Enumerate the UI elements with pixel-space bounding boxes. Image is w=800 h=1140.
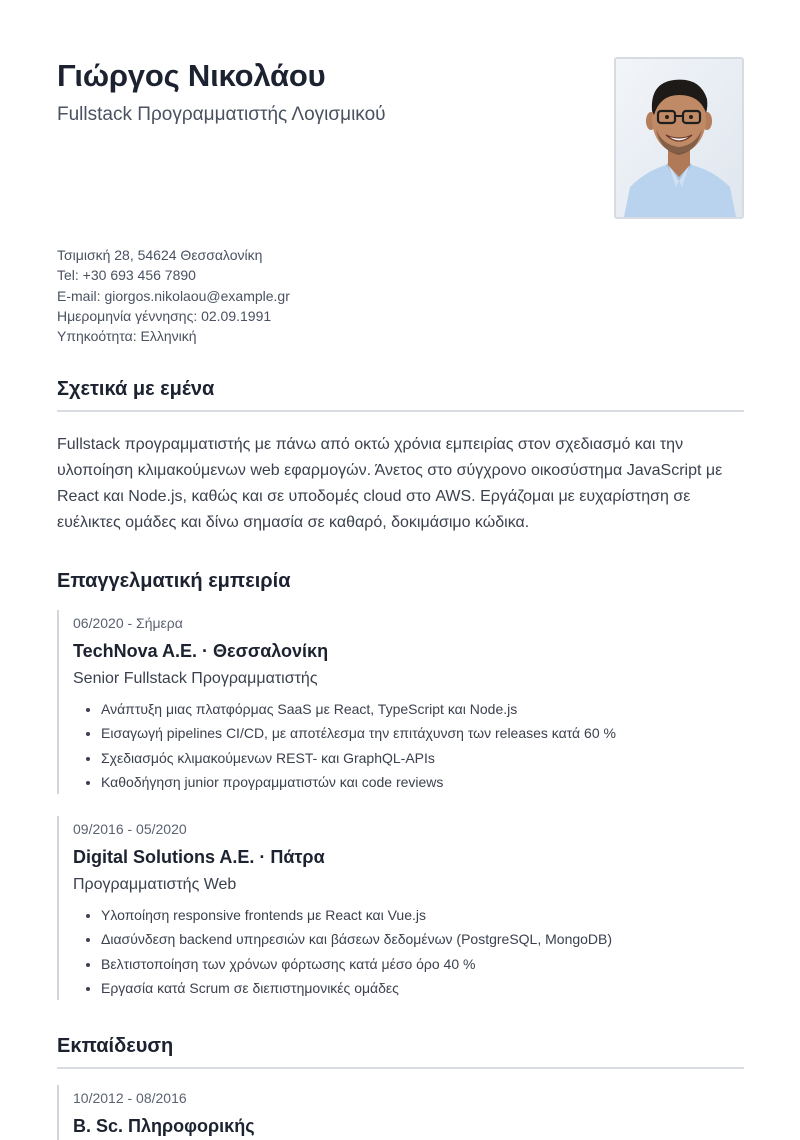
experience-heading: Επαγγελματική εμπειρία: [57, 570, 291, 592]
profile-photo-image: [616, 59, 742, 217]
education-degree: B. Sc. Πληροφορικής: [73, 1116, 255, 1136]
education-date: 10/2012 - 08/2016: [73, 1090, 187, 1106]
candidate-name: Γιώργος Νικολάου: [57, 58, 326, 93]
job-bullet: • Σχεδιασμός κλιμακούμενων REST- και GraphQL-APIs: [101, 746, 753, 770]
job-company: Digital Solutions A.E. · Πάτρα: [73, 847, 325, 867]
job-bullet: • Υλοποίηση responsive frontends με React και Vue.js: [101, 903, 753, 927]
contact-address: Τσιμισκή 28, 54624 Θεσσαλονίκη: [57, 247, 263, 263]
job-company: TechNova A.E. · Θεσσαλονίκη: [73, 641, 329, 661]
job-bullet: • Εισαγωγή pipelines CI/CD, με αποτέλεσμα την επιτάχυνση των releases κατά 60 %: [101, 721, 753, 745]
contact-birthdate: Ημερομηνία γέννησης: 02.09.1991: [57, 307, 272, 324]
candidate-title: Fullstack Προγραμματιστής Λογισμικού: [57, 104, 386, 125]
job-bullet: • Εργασία κατά Scrum σε διεπιστημονικές ομάδες: [101, 976, 753, 1000]
job-bullet: • Ανάπτυξη μιας πλατφόρμας SaaS με React, TypeScript και Node.js: [101, 697, 753, 721]
education-entry: [57, 1085, 753, 1140]
job-entry: [57, 610, 753, 794]
about-heading: Σχετικά με εμένα: [57, 378, 744, 412]
job-bullets: [73, 903, 753, 1000]
job-bullet: • Βελτιστοποίηση των χρόνων φόρτωσης κατά μέσο όρο 40 %: [101, 952, 753, 976]
job-date: 06/2020 - Σήμερα: [73, 615, 183, 631]
resume-header: [57, 0, 744, 220]
job-bullet: • Διασύνδεση backend υπηρεσιών και βάσεων δεδομένων (PostgreSQL, MongoDB): [101, 927, 753, 951]
job-bullet: • Καθοδήγηση junior προγραμματιστών και code reviews: [101, 770, 753, 794]
contact-email: E-mail: giorgos.nikolaou@example.gr: [57, 287, 290, 304]
contact-nationality: Υπηκοότητα: Ελληνική: [57, 328, 197, 345]
job-date: 09/2016 - 05/2020: [73, 821, 187, 837]
resume-page: [57, 0, 744, 1136]
contact-phone: Tel: +30 693 456 7890: [57, 267, 196, 284]
job-role: Senior Fullstack Προγραμματιστής: [73, 670, 318, 687]
job-bullets: [73, 697, 753, 794]
job-role: Προγραμματιστής Web: [73, 876, 237, 893]
job-entry: [57, 816, 753, 1000]
profile-photo: [614, 57, 744, 219]
contact-info: [57, 245, 290, 346]
about-text: Fullstack προγραμματιστής με πάνω από οκτώ χρόνια εμπειρίας στον σχεδιασμό και την υλοποίηση κλιμακούμενων web εφαρμογών. Άνετος στο σύγχρονο οικοσύστημα JavaScript με React και Node.js, καθώς και σε υποδομές cloud στο AWS. Εργάζομαι με ευχαρίστηση σε ευέλικτες ομάδες και δίνω σημασία σε καθαρό, δοκιμάσιμο κώδικα.: [57, 436, 723, 531]
education-heading: Εκπαίδευση: [57, 1035, 744, 1069]
